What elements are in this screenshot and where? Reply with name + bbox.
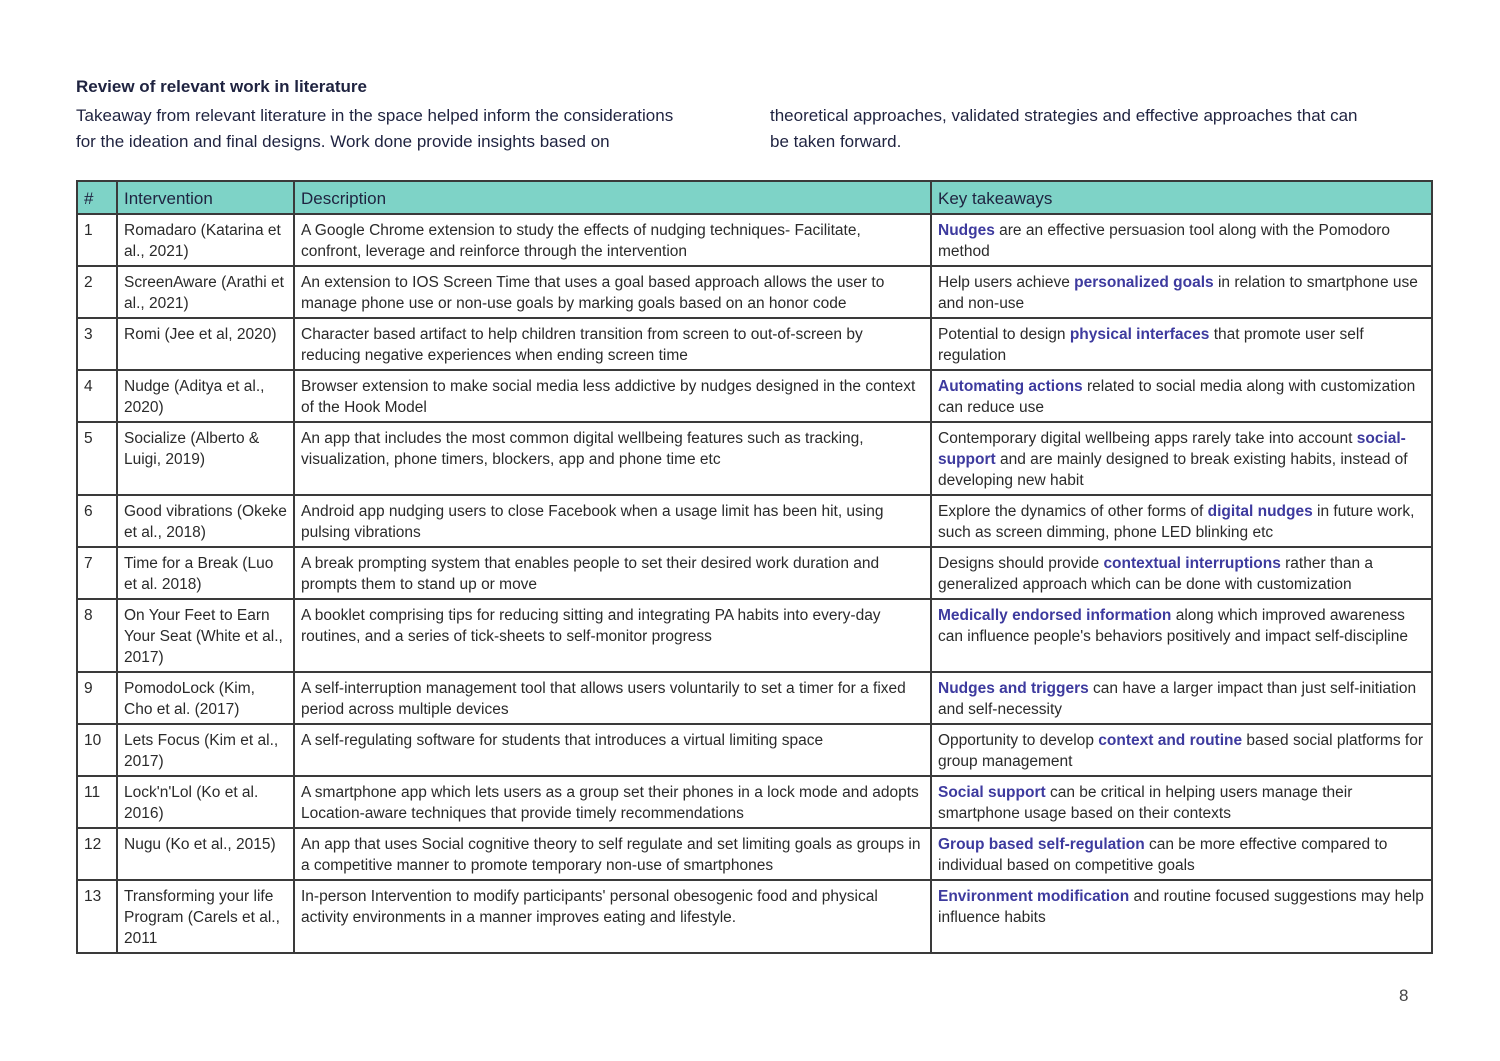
row-key-takeaway bbox=[931, 214, 1432, 266]
row-intervention: On Your Feet to Earn Your Seat (White et al., 2017) bbox=[117, 599, 294, 672]
row-key-takeaway bbox=[931, 672, 1432, 724]
header-key-takeaways: Key takeaways bbox=[931, 181, 1432, 214]
page-number: 8 bbox=[1399, 986, 1409, 1005]
row-number: 2 bbox=[77, 266, 117, 318]
row-intervention: Romi (Jee et al, 2020) bbox=[117, 318, 294, 370]
row-description: A booklet comprising tips for reducing sitting and integrating PA habits into every-day routines, and a series of tick-sheets to self-monitor progress bbox=[294, 599, 931, 672]
table-row bbox=[77, 776, 1432, 828]
row-key-takeaway bbox=[931, 828, 1432, 880]
table-row bbox=[77, 828, 1432, 880]
row-intervention: ScreenAware (Arathi et al., 2021) bbox=[117, 266, 294, 318]
table-row bbox=[77, 880, 1432, 953]
takeaway-highlight: Automating actions bbox=[938, 378, 1083, 395]
row-key-takeaway bbox=[931, 370, 1432, 422]
row-number: 4 bbox=[77, 370, 117, 422]
intro-line: Takeaway from relevant literature in the space helped inform the considerations bbox=[76, 106, 674, 125]
table-row bbox=[77, 266, 1432, 318]
row-number: 7 bbox=[77, 547, 117, 599]
takeaway-text: in future work, such as screen dimming, phone LED blinking etc bbox=[938, 503, 1415, 541]
table-body bbox=[77, 214, 1432, 953]
intro-line: theoretical approaches, validated strategies and effective approaches that can bbox=[770, 106, 1358, 125]
row-description: A self-regulating software for students that introduces a virtual limiting space bbox=[294, 724, 931, 776]
takeaway-text: Help users achieve bbox=[938, 274, 1075, 291]
row-number: 11 bbox=[77, 776, 117, 828]
row-number: 9 bbox=[77, 672, 117, 724]
header-intervention: Intervention bbox=[117, 181, 294, 214]
row-intervention: Nudge (Aditya et al., 2020) bbox=[117, 370, 294, 422]
takeaway-highlight: Social support bbox=[938, 784, 1046, 801]
row-key-takeaway bbox=[931, 880, 1432, 953]
row-key-takeaway bbox=[931, 547, 1432, 599]
intro-paragraph-left bbox=[76, 103, 756, 155]
row-key-takeaway bbox=[931, 266, 1432, 318]
takeaway-highlight: Environment modification bbox=[938, 888, 1130, 905]
takeaway-text: Designs should provide bbox=[938, 555, 1104, 572]
takeaway-highlight: physical interfaces bbox=[1069, 326, 1210, 343]
header-number: # bbox=[77, 181, 117, 214]
table-row bbox=[77, 495, 1432, 547]
row-description: A Google Chrome extension to study the effects of nudging techniques- Facilitate, confront, leverage and reinforce through the intervention bbox=[294, 214, 931, 266]
takeaway-text: and routine focused suggestions may help influence habits bbox=[938, 888, 1424, 926]
takeaway-highlight: contextual interruptions bbox=[1103, 555, 1281, 572]
takeaway-highlight: Nudges bbox=[938, 222, 995, 239]
row-description: Character based artifact to help children transition from screen to out-of-screen by reducing negative experiences when ending screen time bbox=[294, 318, 931, 370]
row-description: In-person Intervention to modify participants' personal obesogenic food and physical activity environments in a manner improves eating and lifestyle. bbox=[294, 880, 931, 953]
intro-line: be taken forward. bbox=[770, 132, 902, 151]
takeaway-highlight: digital nudges bbox=[1207, 503, 1313, 520]
takeaway-highlight: context and routine bbox=[1098, 732, 1243, 749]
row-number: 13 bbox=[77, 880, 117, 953]
table-row bbox=[77, 599, 1432, 672]
row-intervention: PomodoLock (Kim, Cho et al. (2017) bbox=[117, 672, 294, 724]
takeaway-highlight: Group based self-regulation bbox=[938, 836, 1145, 853]
row-number: 10 bbox=[77, 724, 117, 776]
row-intervention: Lets Focus (Kim et al., 2017) bbox=[117, 724, 294, 776]
takeaway-text: along which improved awareness can influence people's behaviors positively and impact self-discipline bbox=[938, 607, 1408, 645]
row-description: Android app nudging users to close Facebook when a usage limit has been hit, using pulsing vibrations bbox=[294, 495, 931, 547]
table-row bbox=[77, 318, 1432, 370]
row-intervention: Nugu (Ko et al., 2015) bbox=[117, 828, 294, 880]
row-key-takeaway bbox=[931, 495, 1432, 547]
takeaway-text: Opportunity to develop bbox=[938, 732, 1099, 749]
row-number: 12 bbox=[77, 828, 117, 880]
row-description: An app that includes the most common digital wellbeing features such as tracking, visualization, phone timers, blockers, app and phone time etc bbox=[294, 422, 931, 495]
row-number: 1 bbox=[77, 214, 117, 266]
table-header-row bbox=[77, 181, 1432, 214]
row-key-takeaway bbox=[931, 422, 1432, 495]
section-heading: Review of relevant work in literature bbox=[76, 77, 367, 96]
row-description: Browser extension to make social media less addictive by nudges designed in the context of the Hook Model bbox=[294, 370, 931, 422]
row-intervention: Socialize (Alberto & Luigi, 2019) bbox=[117, 422, 294, 495]
table-row bbox=[77, 214, 1432, 266]
takeaway-highlight: social-support bbox=[938, 430, 1406, 468]
takeaway-text: can be critical in helping users manage their smartphone usage based on their contexts bbox=[938, 784, 1353, 822]
row-number: 8 bbox=[77, 599, 117, 672]
row-description: A self-interruption management tool that allows users voluntarily to set a timer for a fixed period across multiple devices bbox=[294, 672, 931, 724]
intro-paragraph-right bbox=[770, 103, 1450, 155]
row-description: An app that uses Social cognitive theory to self regulate and set limiting goals as groups in a competitive manner to promote temporary non-use of smartphones bbox=[294, 828, 931, 880]
takeaway-text: based social platforms for group management bbox=[938, 732, 1424, 770]
takeaway-text: that promote user self regulation bbox=[938, 326, 1364, 364]
takeaway-text: Potential to design bbox=[938, 326, 1070, 343]
takeaway-highlight: personalized goals bbox=[1074, 274, 1214, 291]
row-intervention: Good vibrations (Okeke et al., 2018) bbox=[117, 495, 294, 547]
takeaway-highlight: Nudges and triggers bbox=[938, 680, 1089, 697]
row-number: 5 bbox=[77, 422, 117, 495]
row-key-takeaway bbox=[931, 318, 1432, 370]
takeaway-text: and are mainly designed to break existing habits, instead of developing new habit bbox=[938, 451, 1408, 489]
intro-line: for the ideation and final designs. Work done provide insights based on bbox=[76, 132, 610, 151]
row-description: A smartphone app which lets users as a group set their phones in a lock mode and adopts Location-aware techniques that provide timely recommendations bbox=[294, 776, 931, 828]
row-description: An extension to IOS Screen Time that uses a goal based approach allows the user to manage phone use or non-use goals by marking goals based on an honor code bbox=[294, 266, 931, 318]
takeaway-text: related to social media along with customization can reduce use bbox=[938, 378, 1416, 416]
header-description: Description bbox=[294, 181, 931, 214]
takeaway-text: in relation to smartphone use and non-use bbox=[938, 274, 1418, 312]
row-intervention: Time for a Break (Luo et al. 2018) bbox=[117, 547, 294, 599]
table-row bbox=[77, 672, 1432, 724]
takeaway-text: rather than a generalized approach which can be done with customization bbox=[938, 555, 1374, 593]
takeaway-text: Contemporary digital wellbeing apps rarely take into account bbox=[938, 430, 1357, 447]
row-intervention: Romadaro (Katarina et al., 2021) bbox=[117, 214, 294, 266]
takeaway-highlight: Medically endorsed information bbox=[938, 607, 1172, 624]
table-row bbox=[77, 547, 1432, 599]
row-intervention: Lock'n'Lol (Ko et al. 2016) bbox=[117, 776, 294, 828]
takeaway-text: Explore the dynamics of other forms of bbox=[938, 503, 1208, 520]
takeaway-text: can have a larger impact than just self-initiation and self-necessity bbox=[938, 680, 1417, 718]
row-number: 6 bbox=[77, 495, 117, 547]
row-description: A break prompting system that enables people to set their desired work duration and prompts them to stand up or move bbox=[294, 547, 931, 599]
literature-table bbox=[76, 180, 1433, 954]
row-key-takeaway bbox=[931, 776, 1432, 828]
row-key-takeaway bbox=[931, 724, 1432, 776]
takeaway-text: can be more effective compared to individual based on competitive goals bbox=[938, 836, 1388, 874]
table-row bbox=[77, 370, 1432, 422]
row-key-takeaway bbox=[931, 599, 1432, 672]
takeaway-text: are an effective persuasion tool along with the Pomodoro method bbox=[938, 222, 1391, 260]
table-row bbox=[77, 422, 1432, 495]
table-row bbox=[77, 724, 1432, 776]
row-number: 3 bbox=[77, 318, 117, 370]
row-intervention: Transforming your life Program (Carels et al., 2011 bbox=[117, 880, 294, 953]
